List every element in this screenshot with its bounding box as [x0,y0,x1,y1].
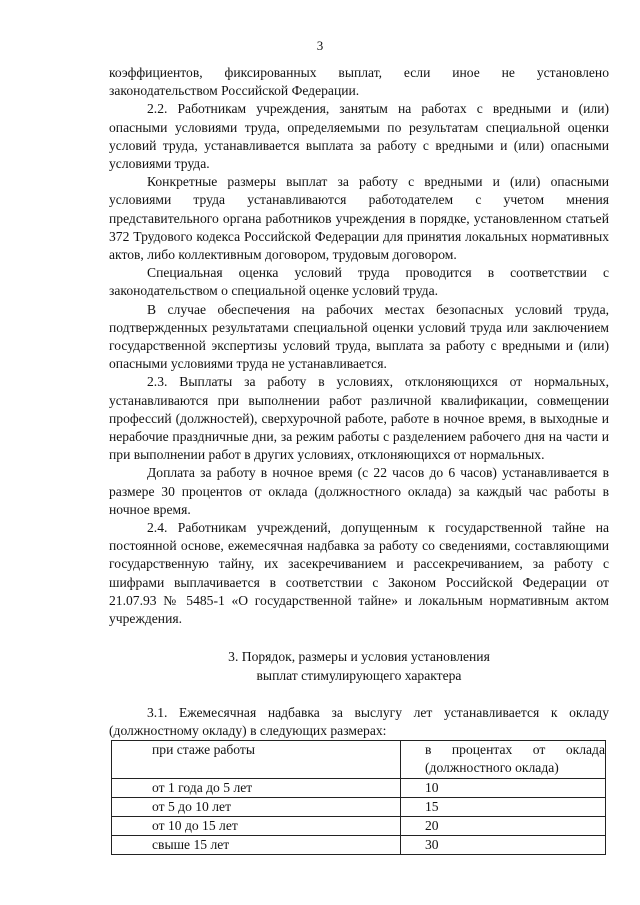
table-cell-percent: 30 [401,836,606,855]
table-row [112,816,606,835]
table-header-experience: при стаже работы [112,741,401,778]
document-body [109,64,609,855]
paragraph-3-1: 3.1. Ежемесячная надбавка за выслугу лет устанавливается к окладу (должностному окладу) в следующих размерах: [109,704,609,738]
table-cell-experience: от 10 до 15 лет [112,816,401,835]
table-cell-percent: 15 [401,797,606,816]
paragraph-2-4: 2.4. Работникам учреждений, допущенным к государственной тайне на постоянной основе, ежемесячная надбавка за работу со сведениями, составляющими государственную тайну, их засекречиванием и рассекречиванием, за работу с шифрами выплачивается в соответствии с Законом Российской Федерации от 21.07.93 № 5485-1 «О государственной тайне» и локальным нормативным актом учреждения. [109,520,609,627]
section-heading-line1: 3. Порядок, размеры и условия установления [228,649,490,665]
paragraph-hazard-amounts: Конкретные размеры выплат за работу с вредными и (или) опасными условиями труда устанавливаются работодателем с учетом мнения представительного органа работников учреждения в порядке, установленном статьей 372 Трудового кодекса Российской Федерации для принятия локальных нормативных актов, либо коллективным договором, трудовым договором. [109,174,609,263]
table-cell-percent: 20 [401,816,606,835]
table-cell-percent: 10 [401,778,606,797]
table-cell-experience: от 1 года до 5 лет [112,778,401,797]
paragraph-night-work: Доплата за работу в ночное время (с 22 часов до 6 часов) устанавливается в размере 30 процентов от оклада (должностного оклада) за каждый час работы в ночное время. [109,465,609,517]
table-header-row [112,741,606,778]
page-number: 3 [316,38,324,53]
table-row [112,836,606,855]
paragraph-2-3: 2.3. Выплаты за работу в условиях, отклоняющихся от нормальных, устанавливаются при выполнении работ различной квалификации, совмещении профессий (должностей), сверхурочной работе, работе в ночное время, в выходные и нерабочие праздничные дни, за режим работы с разделением рабочего дня на части и при выполнении работ в других условиях, отклоняющихся от нормальных. [109,374,609,463]
paragraph-2-2: 2.2. Работникам учреждения, занятым на работах с вредными и (или) опасными условиями труда, определяемыми по результатам специальной оценки условий труда, устанавливается выплата за работу с вредными и (или) опасными условиями труда. [109,101,609,172]
paragraph-continuation: коэффициентов, фиксированных выплат, если иное не установлено законодательством Российской Федерации. [109,65,609,99]
seniority-bonus-table [111,740,606,855]
paragraph-special-assessment: Специальная оценка условий труда проводится в соответствии с законодательством о специальной оценке условий труда. [109,265,609,299]
section-heading-line2: выплат стимулирующего характера [256,667,462,683]
paragraph-safe-conditions: В случае обеспечения на рабочих местах безопасных условий труда, подтвержденных результатами специальной оценки условий труда или заключением государственной экспертизы условий труда, выплата за работу с вредными и (или) опасными условиями труда не устанавливается. [109,301,609,372]
table-row [112,797,606,816]
table-row [112,778,606,797]
table-cell-experience: от 5 до 10 лет [112,797,401,816]
table-header-percent: в процентах от оклада (должностного оклада) [401,741,606,778]
section-heading [109,648,609,684]
table-cell-experience: свыше 15 лет [112,836,401,855]
